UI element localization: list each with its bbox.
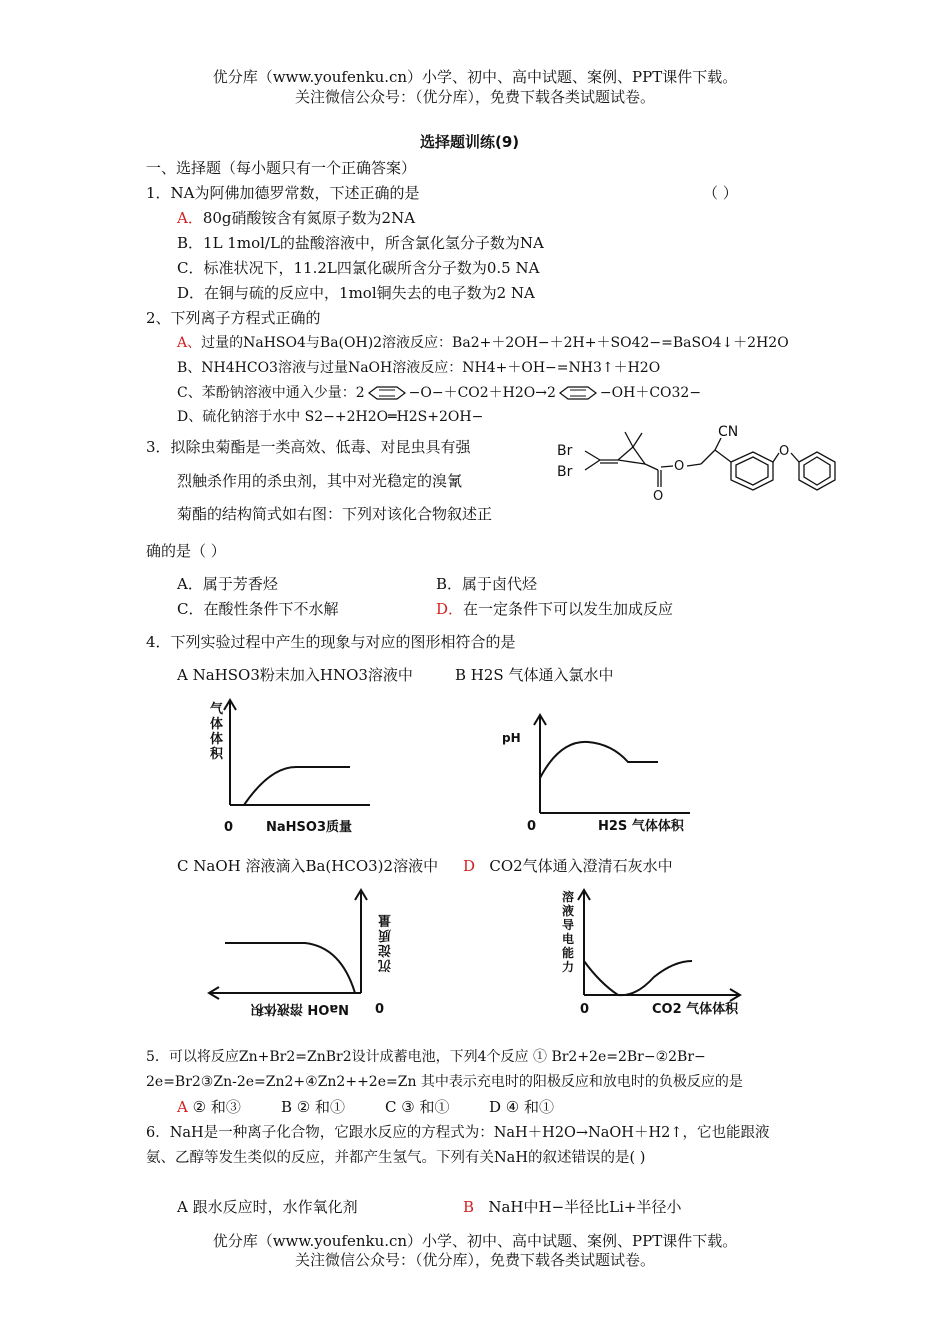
q6-line-1: 6．NaH是一种离子化合物，它跟水反应的方程式为：NaH＋H2O→NaOH＋H2↑，它也能跟液 [146,1125,770,1141]
struct-o3: O [779,444,790,459]
q1-answer-blank: （ ） [703,184,738,202]
q5-option-b: B ② 和① [281,1098,346,1116]
benzene-ring-icon [365,386,409,400]
q1-stem: 1．NA为阿佛加德罗常数，下述正确的是 [146,184,420,202]
graph-d [560,885,750,1025]
q4-option-a: A NaHSO3粉末加入HNO3溶液中 [177,666,413,684]
deltamethrin-structure [555,420,845,510]
graph-d-ylabel-6: 力 [562,960,575,974]
graph-d-ylabel-1: 溶 [562,890,575,904]
graph-d-ylabel-3: 导 [562,918,575,932]
q3-line-3: 菊酯的结构简式如右图：下列对该化合物叙述正 [177,505,493,523]
q4-option-d-text: CO2气体通入澄清石灰水中 [489,857,673,875]
graph-a-xlabel: NaHSO3质量 [266,820,352,835]
benzene-ring-icon [556,386,600,400]
q2-option-a [177,332,789,352]
q1-option-b: B．1L 1mol/L的盐酸溶液中，所含氯化氢分子数为NA [177,234,544,252]
graph-c-origin: 0 [375,1002,385,1017]
header-line-2: 关注微信公众号：（优分库），免费下载各类试题试卷。 [294,88,655,106]
graph-b [500,710,700,840]
struct-cn: CN [718,424,739,440]
graph-a-ylabel-3: 体 [210,732,224,747]
q2-option-c [177,382,701,402]
q5-option-a [177,1096,241,1117]
q4-option-c: C NaOH 溶液滴入Ba(HCO3)2溶液中 [177,857,439,875]
graph-a-origin: 0 [224,820,234,835]
q2-stem: 2、下列离子方程式正确的 [146,309,321,327]
graph-d-xlabel: CO2 气体体积 [652,1002,739,1017]
q1-option-d: D．在铜与硫的反应中，1mol铜失去的电子数为2 NA [177,284,535,302]
q2-option-c-prefix: C、苯酚钠溶液中通入少量：2 [177,385,365,401]
graph-a-ylabel-4: 积 [210,747,224,762]
q6-line-2: 氨、乙醇等发生类似的反应，并都产生氢气。下列有关NaH的叙述错误的是( ) [146,1150,646,1166]
q4-option-d [463,855,673,876]
graph-b-xlabel: H2S 气体体积 [598,819,684,834]
q6-option-a: A 跟水反应时，水作氧化剂 [177,1198,358,1216]
graph-b-ylabel: pH [502,731,521,745]
q3-option-c: C．在酸性条件下不水解 [177,600,339,618]
struct-br2: Br [557,464,573,480]
q2-option-a-text: 过量的NaHSO4与Ba(OH)2溶液反应：Ba2+＋2OH−＋2H+＋SO42−=BaSO4↓＋2H2O [201,335,789,351]
q5-option-a-text: ② 和③ [192,1098,241,1116]
q6-option-b [463,1196,681,1217]
graph-d-origin: 0 [580,1002,590,1017]
graph-c-xlabel: NaOH 溶液体积 [250,1001,349,1016]
graph-d-ylabel-2: 液 [562,904,575,918]
q3-option-d-letter: D． [436,600,464,618]
q5-option-c: C ③ 和① [385,1098,450,1116]
graph-c-ylabel: 沉淀质量 [377,912,391,972]
q5-option-a-letter: A [177,1098,188,1116]
q2-option-a-letter: A、 [177,335,202,351]
q1-option-a [177,207,415,228]
q4-option-d-letter: D [463,857,476,875]
q6-option-b-text: NaH中H−半径比Li+半径小 [488,1198,682,1216]
section-heading: 一、选择题（每小题只有一个正确答案） [146,159,417,177]
q3-option-a: A．属于芳香烃 [177,575,278,593]
struct-br1: Br [557,443,573,459]
q1-option-c: C．标准状况下，11.2L四氯化碳所含分子数为0.5 NA [177,259,540,277]
q3-line-1: 3．拟除虫菊酯是一类高效、低毒、对昆虫具有强 [146,438,471,456]
q2-option-d: D、硫化钠溶于水中 S2−+2H2O═H2S+2OH− [177,409,484,425]
q3-line-4: 确的是（ ） [146,542,226,560]
q3-option-d [436,598,673,619]
struct-o2: O [674,459,685,474]
q2-option-c-end: −OH＋CO32− [599,385,702,401]
graph-a-ylabel-1: 气 [210,702,224,717]
struct-o1: O [653,489,664,504]
page-title: 选择题训练(9) [420,133,520,151]
graph-a [200,695,380,840]
graph-c [205,885,405,1020]
q5-option-d: D ④ 和① [489,1098,555,1116]
graph-b-origin: 0 [527,819,537,834]
q5-line-1: 5．可以将反应Zn+Br2=ZnBr2设计成蓄电池，下列4个反应 ① Br2+2e=2Br−②2Br− [146,1049,706,1065]
q3-option-d-text: 在一定条件下可以发生加成反应 [463,600,674,618]
q4-stem: 4．下列实验过程中产生的现象与对应的图形相符合的是 [146,633,516,651]
graph-d-ylabel-5: 能 [562,946,575,960]
graph-d-ylabel-4: 电 [562,932,575,946]
q1-option-a-letter: A． [177,209,203,227]
footer-line-1: 优分库（www.youfenku.cn）小学、初中、高中试题、案例、PPT课件下载。 [212,1232,738,1250]
header-line-1: 优分库（www.youfenku.cn）小学、初中、高中试题、案例、PPT课件下载。 [212,68,738,86]
graph-a-ylabel-2: 体 [210,717,224,732]
q2-option-b: B、NH4HCO3溶液与过量NaOH溶液反应：NH4+＋OH−=NH3↑＋H2O [177,360,661,376]
footer-line-2: 关注微信公众号：（优分库），免费下载各类试题试卷。 [294,1251,655,1269]
q4-option-b: B H2S 气体通入氯水中 [455,666,614,684]
q3-option-b: B．属于卤代烃 [436,575,538,593]
q1-option-a-text: 80g硝酸铵含有氮原子数为2NA [202,209,416,227]
q2-option-c-mid: −O−＋CO2＋H2O→2 [408,385,556,401]
q3-line-2: 烈触杀作用的杀虫剂，其中对光稳定的溴氰 [177,472,463,490]
q6-option-b-letter: B [463,1198,475,1216]
q5-line-2: 2e=Br2③Zn-2e=Zn2+④Zn2++2e=Zn 其中表示充电时的阳极反应和放电时的负极反应的是 [146,1074,743,1090]
